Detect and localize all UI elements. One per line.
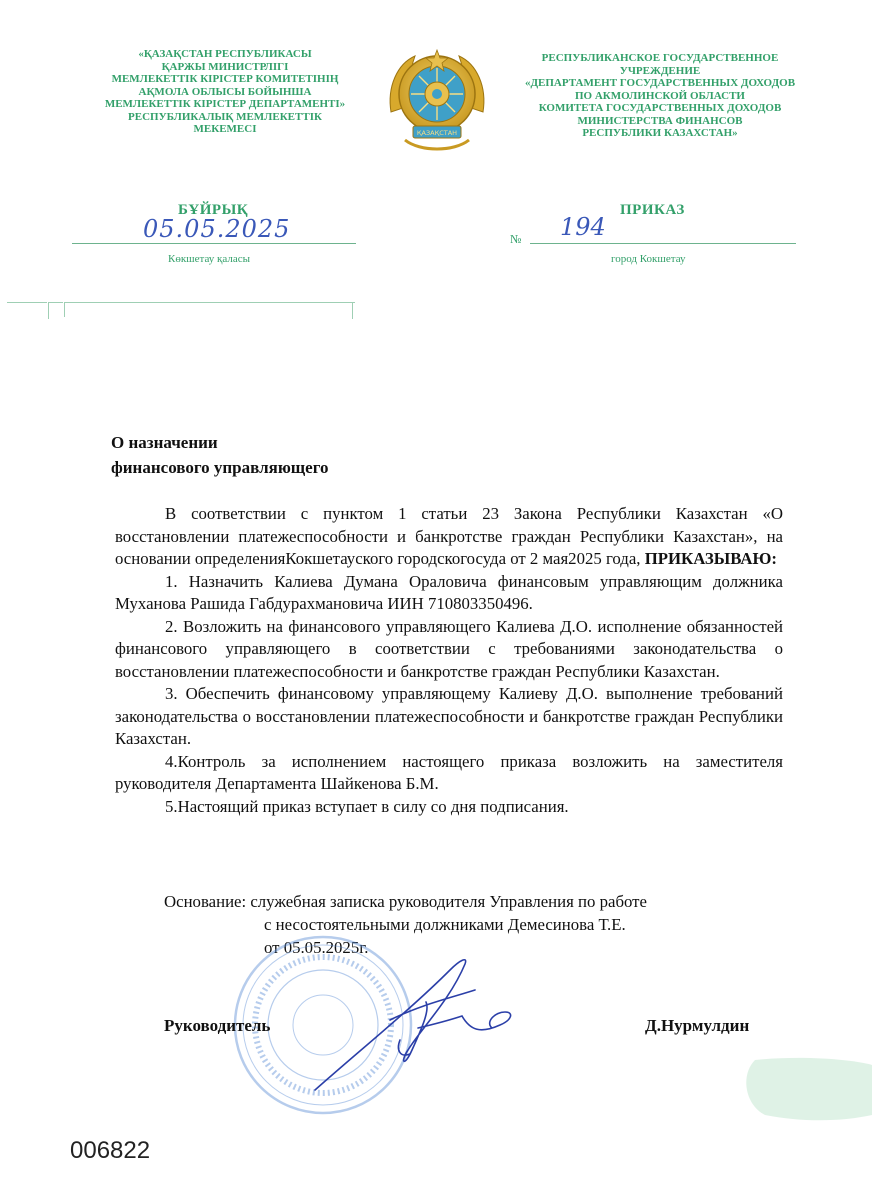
doc-type-kazakh: БҰЙРЫҚ [178,202,249,218]
intro-command: ПРИКАЗЫВАЮ: [644,549,777,568]
state-emblem-icon [385,42,489,154]
document-serial-number: 006822 [70,1137,151,1164]
signer-name: Д.Нурмулдин [645,1016,750,1035]
margin-mark [338,302,353,319]
basis-line: Основание: служебная записка руководителя Управления по работе [164,892,647,911]
body-intro [115,503,783,571]
number-sign: № [510,232,522,246]
signer-title: Руководитель [164,1016,271,1035]
header-right-line: КОМИТЕТА ГОСУДАРСТВЕННЫХ ДОХОДОВ [538,102,782,114]
body-item: 1. Назначить Калиева Думана Ораловича финансовым управляющим должника Муханова Рашида Габдурахмановича ИИН 710803350496. [115,571,783,613]
subject-line: О назначении [111,433,218,452]
handwritten-date: 05.05.2025 [143,215,291,243]
number-underline [530,243,796,244]
basis-line: с несостоятельными должниками Демесинова Т.Е. [264,915,626,934]
margin-mark [64,302,355,317]
header-left-line: ҚАРЖЫ МИНИСТРЛІГІ [161,60,289,73]
highlighter-mark [735,1055,872,1125]
margin-mark [48,302,63,319]
doc-type-russian: ПРИКАЗ [620,202,685,218]
header-right-line: РЕСПУБЛИКИ КАЗАХСТАН» [582,127,738,139]
header-left-line: «ҚАЗАҚСТАН РЕСПУБЛИКАСЫ [138,48,312,60]
body-item: 5.Настоящий приказ вступает в силу со дня подписания. [165,796,569,816]
body-item: 2. Возложить на финансового управляющего Калиева Д.О. исполнение обязанностей финансового управляющего в соответствии с требованиями законодательства о восстановлении платежеспособности и банкротстве граждан Республики Казахстан. [115,616,783,681]
body-item: 3. Обеспечить финансовому управляющему Калиеву Д.О. выполнение требований законодательства о восстановлении платежеспособности и банкротстве граждан Республики Казахстан. [115,684,783,748]
body-item: 4.Контроль за исполнением настоящего приказа возложить на заместителя руководителя Департамента Шайкенова Б.М. [115,751,783,793]
emblem-label: ҚАЗАҚСТАН [416,129,458,137]
signature-icon [300,950,530,1100]
header-right-line: РЕСПУБЛИКАНСКОЕ ГОСУДАРСТВЕННОЕ [541,52,779,64]
header-left-line: МЕМЛЕКЕТТІК КІРІСТЕР КОМИТЕТІНІҢ [111,73,339,85]
header-right-russian [510,52,810,140]
city-kazakh: Көкшетау қаласы [168,253,251,265]
basis-line: от 05.05.2025г. [264,938,369,957]
order-body [115,503,783,818]
header-left-line: РЕСПУБЛИКАЛЫҚ МЕМЛЕКЕТТІК [128,110,322,123]
handwritten-number: 194 [560,213,606,241]
header-right-line: ПО АКМОЛИНСКОЙ ОБЛАСТИ [575,89,745,102]
header-left-line: МЕМЛЕКЕТТІК КІРІСТЕР ДЕПАРТАМЕНТІ» [104,98,346,110]
header-right-line: УЧРЕЖДЕНИЕ [619,64,701,77]
order-subject [111,430,329,480]
intro-text: В соответствии с пунктом 1 статьи 23 Закона Республики Казахстан «О восстановлении платежеспособности и банкротстве граждан Республики Казахстан», на основании определенияКокшетауского городскогосуда от 2 мая2025 года, [115,504,783,568]
header-left-kazakh [80,48,370,136]
header-left-line: МЕКЕМЕСІ [193,123,257,135]
header-right-line: МИНИСТЕРСТВА ФИНАНСОВ [577,114,743,127]
header-left-line: АҚМОЛА ОБЛЫСЫ БОЙЫНША [138,85,312,98]
subject-line: финансового управляющего [111,458,329,477]
margin-mark [7,302,47,319]
header-right-line: «ДЕПАРТАМЕНТ ГОСУДАРСТВЕННЫХ ДОХОДОВ [524,77,796,89]
city-russian: город Кокшетау [611,253,686,265]
date-underline [72,243,356,244]
